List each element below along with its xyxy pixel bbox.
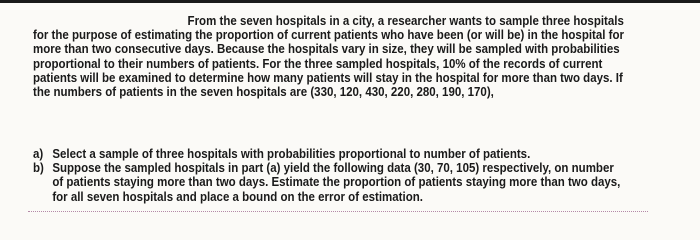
question-line: Suppose the sampled hospitals in part (a) yield the following data (30, 70, 105) respectively, on number <box>52 161 614 176</box>
top-border <box>0 0 700 3</box>
squiggle-underline <box>28 209 648 212</box>
question-line: Select a sample of three hospitals with probabilities proportional to number of patients. <box>52 147 531 161</box>
problem-text <box>33 14 648 204</box>
intro-line: proportional to their numbers of patients. For the three sampled hospitals, 10% of the records of current <box>33 56 603 71</box>
intro-line: more than two consecutive days. Because the hospitals vary in size, they will be sampled with probabilities <box>33 42 620 57</box>
question-line: of patients staying more than two days. Estimate the proportion of patients staying more than two days, <box>52 175 621 190</box>
intro-line: patients will be examined to determine how many patients will stay in the hospital for more than two days. If <box>33 70 623 85</box>
question-line: for all seven hospitals and place a bound on the error of estimation. <box>52 189 423 204</box>
question-a <box>33 147 648 161</box>
intro-line: From the seven hospitals in a city, a researcher wants to sample three hospitals <box>187 14 624 28</box>
question-marker: b) <box>33 161 44 176</box>
question-b <box>33 161 648 204</box>
intro-line: for the purpose of estimating the proportion of current patients who have been (or will be) in the hospital for <box>33 28 624 43</box>
intro-paragraph <box>33 14 648 99</box>
question-marker: a) <box>33 147 44 161</box>
question-list <box>33 147 648 204</box>
intro-line: the numbers of patients in the seven hospitals are (330, 120, 430, 220, 280, 190, 170), <box>33 85 494 100</box>
